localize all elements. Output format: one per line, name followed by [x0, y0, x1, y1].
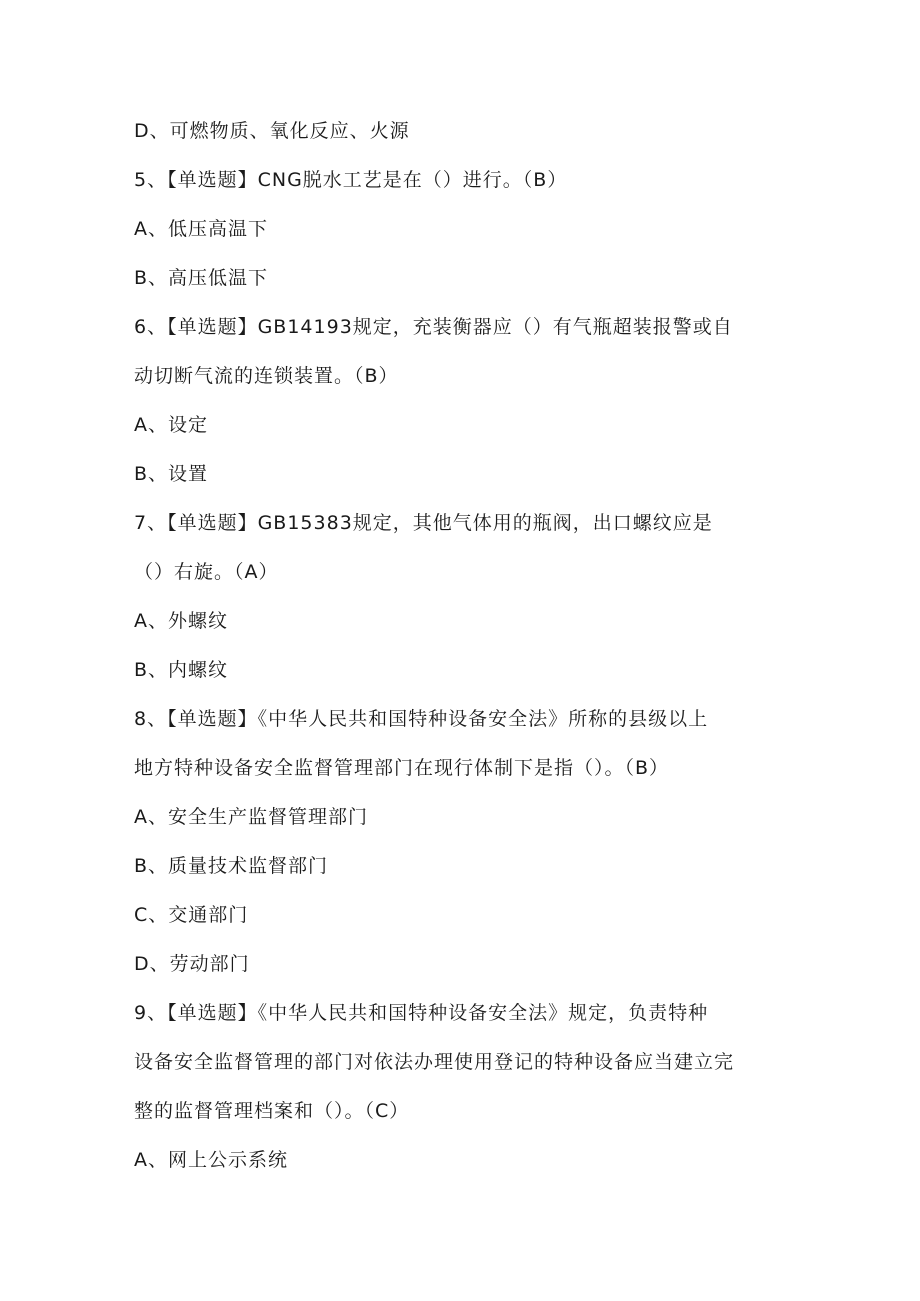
option-line: B、设置: [134, 463, 209, 485]
question-line: 地方特种设备安全监督管理部门在现行体制下是指（）。（B）: [134, 757, 670, 779]
option-line: B、质量技术监督部门: [134, 855, 329, 877]
option-line: A、网上公示系统: [134, 1149, 288, 1171]
option-line: A、设定: [134, 414, 208, 436]
question-line: 7、【单选题】GB15383规定，其他气体用的瓶阀，出口螺纹应是: [134, 512, 713, 534]
option-line: A、安全生产监督管理部门: [134, 806, 368, 828]
question-line: 8、【单选题】《中华人民共和国特种设备安全法》所称的县级以上: [134, 708, 709, 730]
option-line: A、外螺纹: [134, 610, 228, 632]
option-line: B、高压低温下: [134, 267, 269, 289]
option-line: D、可燃物质、氧化反应、火源: [134, 120, 410, 142]
option-line: C、交通部门: [134, 904, 249, 926]
question-line: 6、【单选题】GB14193规定，充装衡器应（）有气瓶超装报警或自: [134, 316, 733, 338]
question-line: （）右旋。（A）: [134, 561, 279, 583]
question-line: 整的监督管理档案和（）。（C）: [134, 1100, 410, 1122]
question-line: 9、【单选题】《中华人民共和国特种设备安全法》规定，负责特种: [134, 1002, 709, 1024]
question-line: 设备安全监督管理的部门对依法办理使用登记的特种设备应当建立完: [134, 1051, 735, 1073]
option-line: B、内螺纹: [134, 659, 229, 681]
option-line: D、劳动部门: [134, 953, 250, 975]
option-line: A、低压高温下: [134, 218, 268, 240]
question-line: 5、【单选题】CNG脱水工艺是在（）进行。（B）: [134, 169, 568, 191]
question-line: 动切断气流的连锁装置。（B）: [134, 365, 399, 387]
